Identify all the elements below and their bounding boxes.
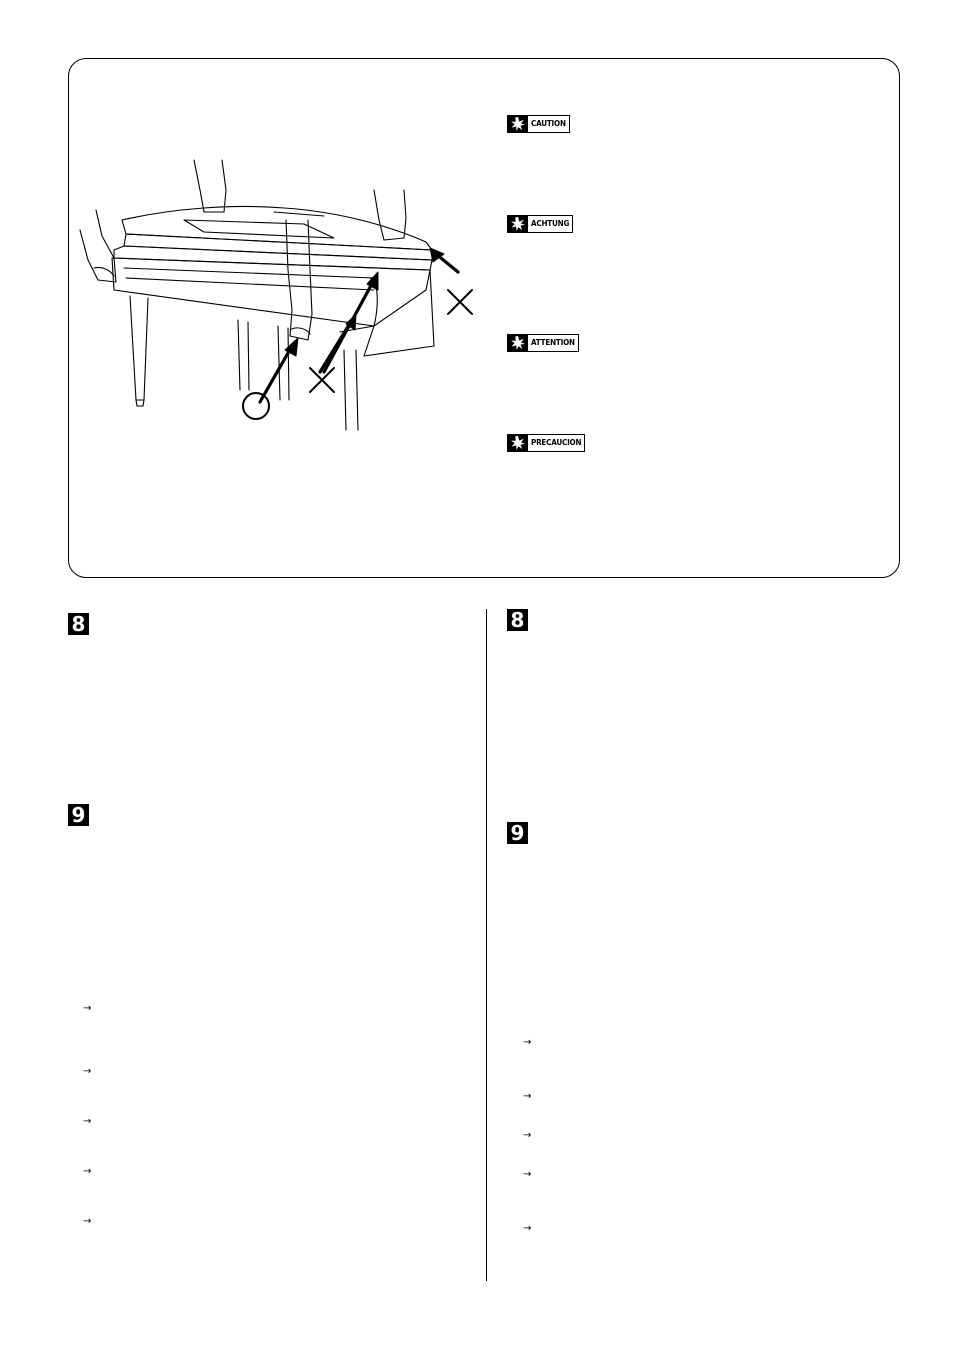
starburst-icon xyxy=(508,335,528,351)
bullet-arrow: → xyxy=(83,1003,92,1014)
step-9-number-left: 9 xyxy=(68,804,89,826)
achtung-label: ACHTUNG xyxy=(531,219,570,228)
bullet-arrow: → xyxy=(523,1169,532,1180)
piano-lifting-illustration xyxy=(74,150,484,440)
precaucion-badge xyxy=(507,434,585,452)
step-9-number-right: 9 xyxy=(507,822,528,844)
column-divider xyxy=(486,609,487,1281)
bullet-arrow: → xyxy=(523,1223,532,1234)
bullet-arrow: → xyxy=(83,1066,92,1077)
attention-badge xyxy=(507,334,579,352)
caution-label: CAUTION xyxy=(531,119,566,128)
step-8-number-right: 8 xyxy=(507,609,528,631)
bullet-arrow: → xyxy=(83,1116,92,1127)
bullet-arrow: → xyxy=(523,1037,532,1048)
bullet-arrow: → xyxy=(523,1130,532,1141)
bullet-arrow: → xyxy=(523,1091,532,1102)
starburst-icon xyxy=(508,216,528,232)
achtung-badge xyxy=(507,215,573,233)
starburst-icon xyxy=(508,116,528,132)
starburst-icon xyxy=(508,435,528,451)
precaucion-label: PRECAUCION xyxy=(531,438,582,447)
attention-label: ATTENTION xyxy=(531,338,575,347)
step-8-number-left: 8 xyxy=(68,613,89,635)
caution-badge xyxy=(507,115,570,133)
bullet-arrow: → xyxy=(83,1166,92,1177)
bullet-arrow: → xyxy=(83,1216,92,1227)
